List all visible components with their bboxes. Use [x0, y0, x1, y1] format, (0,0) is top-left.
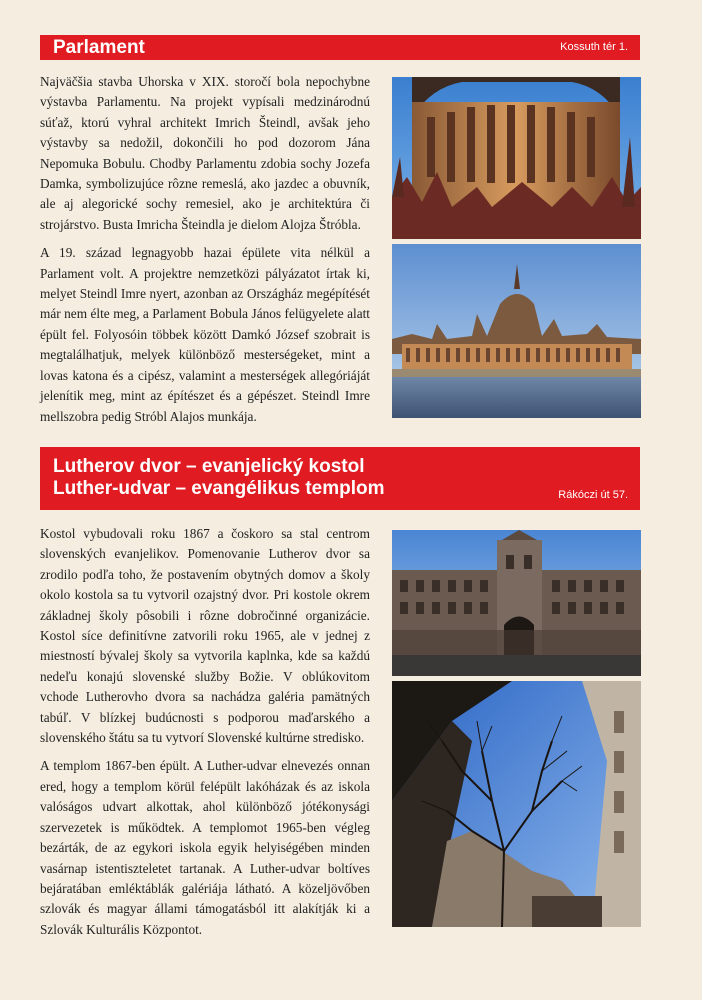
section-header-luther	[40, 447, 640, 510]
section-title-line: Parlament	[53, 37, 145, 58]
photo-luther-courtyard	[392, 681, 641, 927]
section-title-line: Luther-udvar – evangélikus templom	[53, 478, 385, 499]
paragraph-hungarian: A templom 1867-ben épült. A Luther-udvar elnevezés onnan ered, hogy a templom körül felépült lakóházak és az iskola valóságos udvart alkottak, ahol különböző jótékonysági szervezetek is működtek. A templomot 1965-ben végleg bezárták, de az egykori iskola egyik helyiségében minden vasárnap istentiszteletet tartanak. A Luther-udvar boltíves bejáratában emléktáblák galériája látható. A közeljövőben szlovák és magyar állami támogatásból itt alakítják ki a Szlovák Kulturális Központot.	[40, 758, 370, 937]
paragraph-slovak: Kostol vybudovali roku 1867 a čoskoro sa stal centrom slovenských evanjelikov. Pomenovanie Lutherov dvor sa zrodilo podľa toho, že postavením obytných domov a školy okolo kostola sa tu vytvoril ozajstný dvor. Pri kostole okrem základnej školy pôsobili i rôzne dobročinné organizácie. Kostol síce definitívne zatvorili roku 1965, ale v jednej z miestností bývalej školy sa vytvorila kaplnka, kde sa každú nedeľu konajú slovenské služby Božie. V oblúkovitom vchode Lutherovho dvora sa nachádza galéria pamätných tabúľ. V blízkej budúcnosti s podporou maďarského a slovenského štátu sa tu vytvorí Slovenské kultúrne stredisko.	[40, 526, 370, 746]
section-address: Kossuth tér 1.	[560, 41, 628, 53]
section-title	[53, 37, 145, 59]
section-header-parlament	[40, 35, 640, 60]
section-title-line: Lutherov dvor – evanjelický kostol	[53, 456, 365, 477]
paragraph-hungarian: A 19. század legnagyobb hazai épülete vita nélkül a Parlament volt. A projektre nemzetközi pályázatot írtak ki, melyet Steindl Imre nyert, azonban az Országház megépítését már nem élte meg, a Parlament Bobula János felügyelete alatt épült fel. Folyosóin többek között Damkó József szobrait is megtalálhatjuk, melyek különböző mesterségeket, mint a lovas katona és a cipész, valamint a mesterségek allegóriáját jelenítik meg, mint az építészet és a gépészet. Steindl Imre mellszobra pedig Stróbl Alajos munkája.	[40, 245, 370, 424]
section-address: Rákóczi út 57.	[558, 489, 628, 501]
photo-parliament-river	[392, 244, 641, 418]
photo-parliament-dome	[392, 77, 641, 239]
section-title	[53, 456, 385, 500]
photo-luther-facade	[392, 530, 641, 676]
section-text-parlament	[40, 72, 370, 435]
paragraph-slovak: Najväčšia stavba Uhorska v XIX. storočí bola nepochybne výstavba Parlamentu. Na projekt vypísali medzinárodnú súťaž, ktorú vyhral architekt Imrich Šteindl, avšak jeho výstavby sa nedožil, dokončili ho pod dozorom Jána Nepomuka Bobulu. Chodby Parlamentu zdobia sochy Jozefa Damka, symbolizujúce rôzne remeslá, ako jazdec a obuvník, ale aj alegorické sochy remesiel, ako je architektúra či strojárstvo. Busta Imricha Šteindla je dielom Alojza Štróbla.	[40, 74, 370, 232]
section-text-luther	[40, 524, 370, 948]
top-cropped-text	[40, 0, 340, 8]
